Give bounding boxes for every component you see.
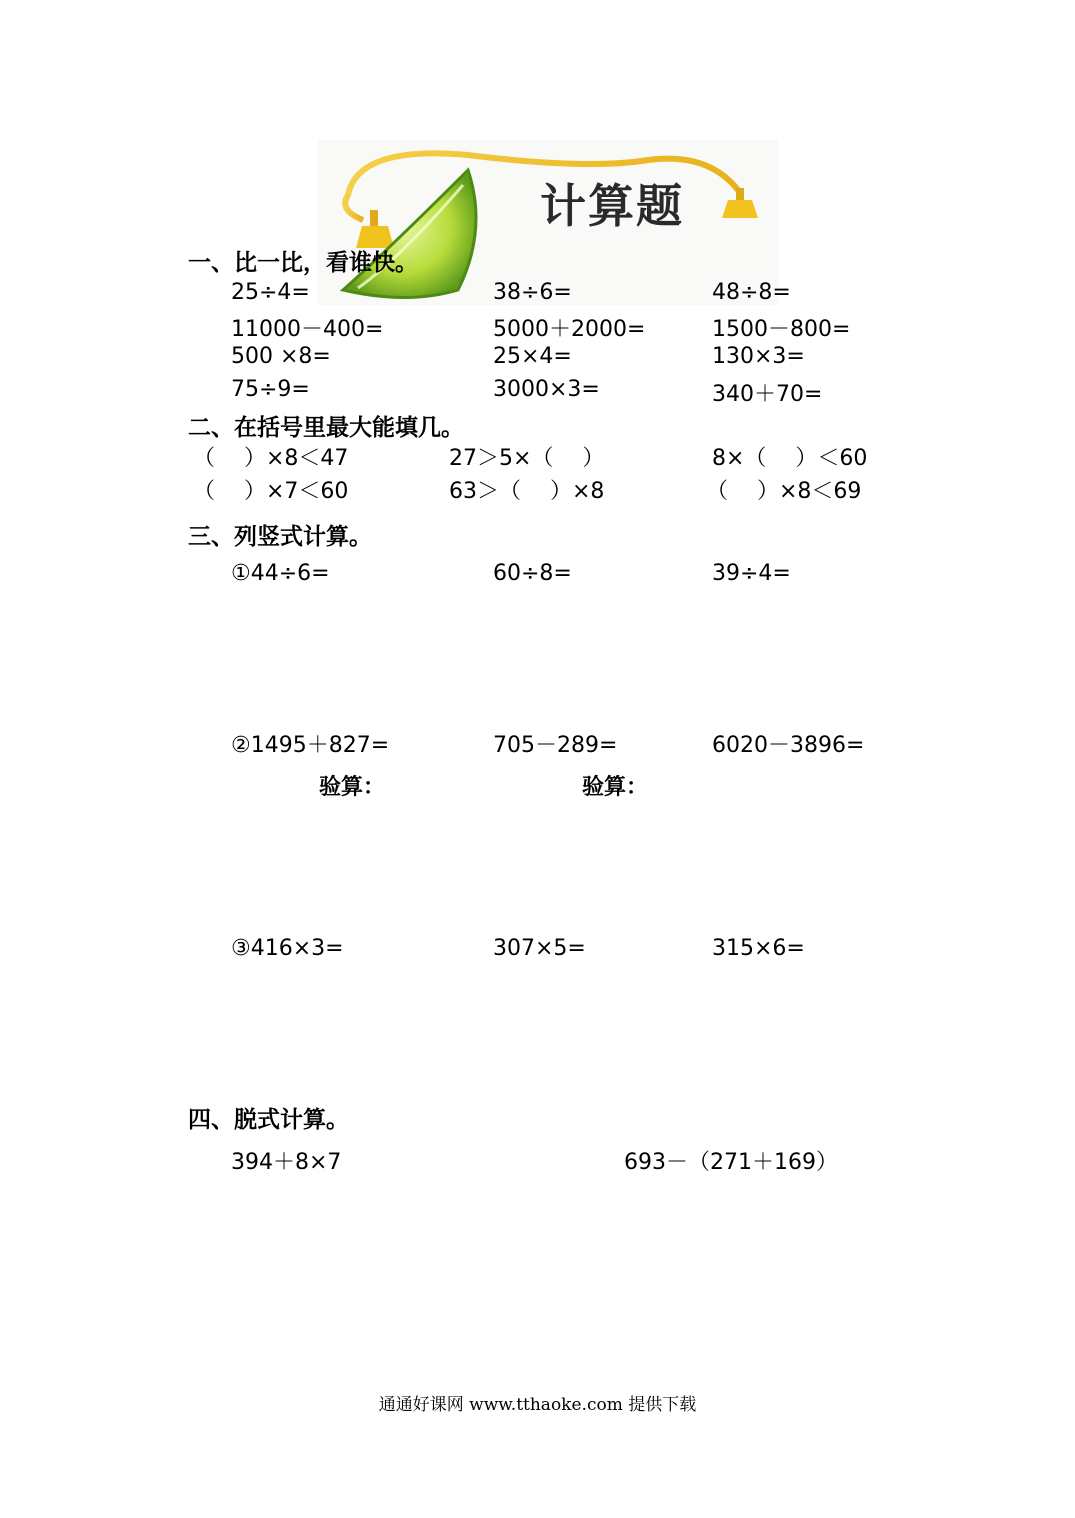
- problem: 63＞（ ）×8: [449, 479, 605, 504]
- problem: 27＞5×（ ）: [449, 446, 605, 471]
- problem: 340＋70=: [712, 382, 823, 407]
- problem: ①44÷6=: [231, 561, 330, 586]
- problem: 25×4=: [493, 344, 572, 369]
- section-2-heading: 二、在括号里最大能填几。: [188, 415, 464, 441]
- problem: （ ）×8＜47: [193, 446, 349, 471]
- problem: 693－（271＋169）: [624, 1150, 838, 1175]
- problem: 60÷8=: [493, 561, 572, 586]
- problem: ②1495＋827=: [231, 733, 390, 758]
- problem: 48÷8=: [712, 280, 791, 305]
- problem: 5000＋2000=: [493, 317, 646, 342]
- problem: 6020－3896=: [712, 733, 865, 758]
- problem: ③416×3=: [231, 936, 344, 961]
- check-label: 验算：: [582, 775, 649, 800]
- worksheet-title: 计算题: [540, 179, 684, 233]
- problem: 1500－800=: [712, 317, 851, 342]
- footer-source: 通通好课网 www.tthaoke.com 提供下载: [378, 1395, 697, 1415]
- problem: 130×3=: [712, 344, 805, 369]
- problem: 11000－400=: [231, 317, 384, 342]
- problem: 315×6=: [712, 936, 805, 961]
- problem: 8×（ ）＜60: [712, 446, 868, 471]
- problem: 75÷9=: [231, 377, 310, 402]
- section-3-heading: 三、列竖式计算。: [188, 524, 372, 550]
- problem: 705－289=: [493, 733, 618, 758]
- problem: （ ）×8＜69: [706, 479, 862, 504]
- problem: 394＋8×7: [231, 1150, 342, 1175]
- problem: 500 ×8=: [231, 344, 331, 369]
- problem: 3000×3=: [493, 377, 600, 402]
- problem: 25÷4=: [231, 280, 310, 305]
- section-4-heading: 四、脱式计算。: [188, 1107, 349, 1133]
- section-1-heading: 一、比一比，看谁快。: [188, 250, 418, 276]
- problem: 307×5=: [493, 936, 586, 961]
- problem: （ ）×7＜60: [193, 479, 349, 504]
- problem: 38÷6=: [493, 280, 572, 305]
- problem: 39÷4=: [712, 561, 791, 586]
- check-label: 验算：: [319, 775, 386, 800]
